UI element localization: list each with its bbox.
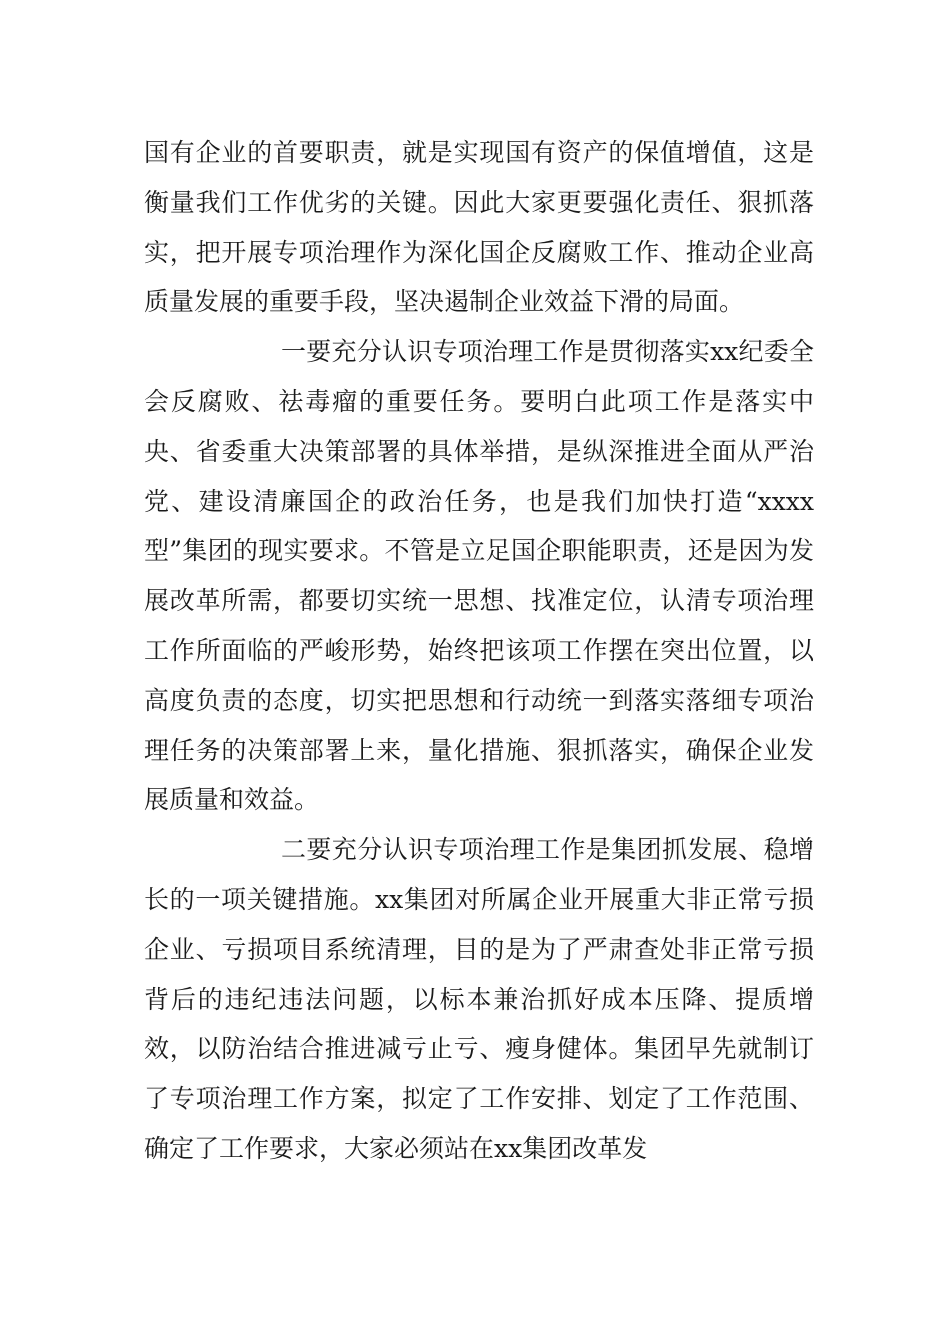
document-body xyxy=(144,128,814,1174)
paragraph-3: 二要充分认识专项治理工作是集团抓发展、稳增长的一项关键措施。xx集团对所属企业开展重大非正常亏损企业、亏损项目系统清理，目的是为了严肃查处非正常亏损背后的违纪违法问题，以标本兼治抓好成本压降、提质增效，以防治结合推进减亏止亏、瘦身健体。集团早先就制订了专项治理工作方案，拟定了工作安排、划定了工作范围、确定了工作要求，大家必须站在xx集团改革发 xyxy=(144,835,814,1163)
paragraph-1: 国有企业的首要职责，就是实现国有资产的保值增值，这是衡量我们工作优劣的关键。因此大家更要强化责任、狠抓落实，把开展专项治理作为深化国企反腐败工作、推动企业高质量发展的重要手段，坚决遏制企业效益下滑的局面。 xyxy=(144,138,814,317)
paragraph-2: 一要充分认识专项治理工作是贯彻落实xx纪委全会反腐败、祛毒瘤的重要任务。要明白此项工作是落实中央、省委重大决策部署的具体举措，是纵深推进全面从严治党、建设清廉国企的政治任务，也是我们加快打造“xxxx型”集团的现实要求。不管是立足国企职能职责，还是因为发展改革所需，都要切实统一思想、找准定位，认清专项治理工作所面临的严峻形势，始终把该项工作摆在突出位置，以高度负责的态度，切实把思想和行动统一到落实落细专项治理任务的决策部署上来，量化措施、狠抓落实，确保企业发展质量和效益。 xyxy=(144,337,814,815)
